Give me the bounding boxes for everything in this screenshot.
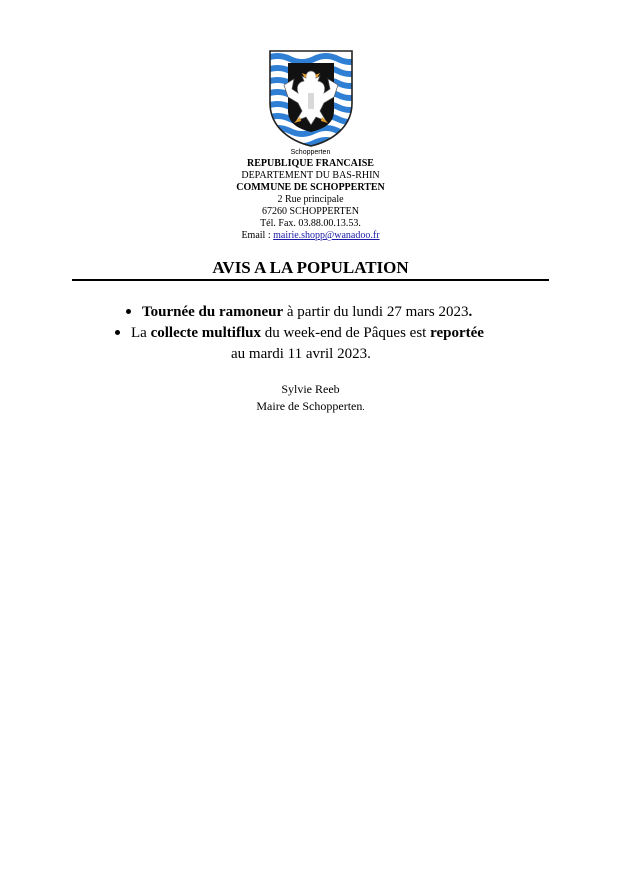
item1-bold: Tournée du ramoneur: [142, 304, 284, 320]
email-line: [0, 230, 621, 242]
email-link[interactable]: mairie.shopp@wanadoo.fr: [273, 230, 380, 241]
item1-end: .: [468, 304, 473, 320]
coat-of-arms-icon: [268, 49, 354, 147]
republic-line: REPUBLIQUE FRANCAISE: [247, 158, 374, 169]
item1-text: à partir du lundi 27 mars 2023: [283, 304, 469, 320]
list-item: [115, 324, 484, 342]
signatory-name: Sylvie Reeb: [281, 382, 340, 396]
item2-continuation: au mardi 11 avril 2023.: [231, 346, 371, 362]
bullet-icon: [126, 309, 131, 314]
item2-bold1: collecte multiflux: [150, 325, 261, 341]
title-rule: [72, 279, 549, 281]
postal-city-line: 67260 SCHOPPERTEN: [262, 206, 359, 217]
department-line: DEPARTEMENT DU BAS-RHIN: [241, 170, 380, 181]
signatory-role: Maire de Schopperten: [256, 399, 363, 413]
signature-block: [0, 381, 621, 416]
letterhead: [0, 158, 621, 242]
phone-line: Tél. Fax. 03.88.00.13.53.: [260, 218, 361, 229]
notice-title: AVIS A LA POPULATION: [212, 258, 409, 277]
role-period: .: [362, 402, 365, 412]
street-line: 2 Rue principale: [277, 194, 344, 205]
item2-bold2: reportée: [430, 325, 484, 341]
item2-mid: du week-end de Pâques est: [260, 325, 431, 341]
crest-caption: Schopperten: [290, 149, 331, 156]
email-label: Email :: [241, 230, 274, 241]
item2-lead: La: [131, 325, 151, 341]
bullet-icon: [115, 330, 120, 335]
list-item: [126, 303, 472, 321]
signatory-role-line: [0, 398, 621, 416]
commune-line: COMMUNE DE SCHOPPERTEN: [236, 182, 385, 193]
